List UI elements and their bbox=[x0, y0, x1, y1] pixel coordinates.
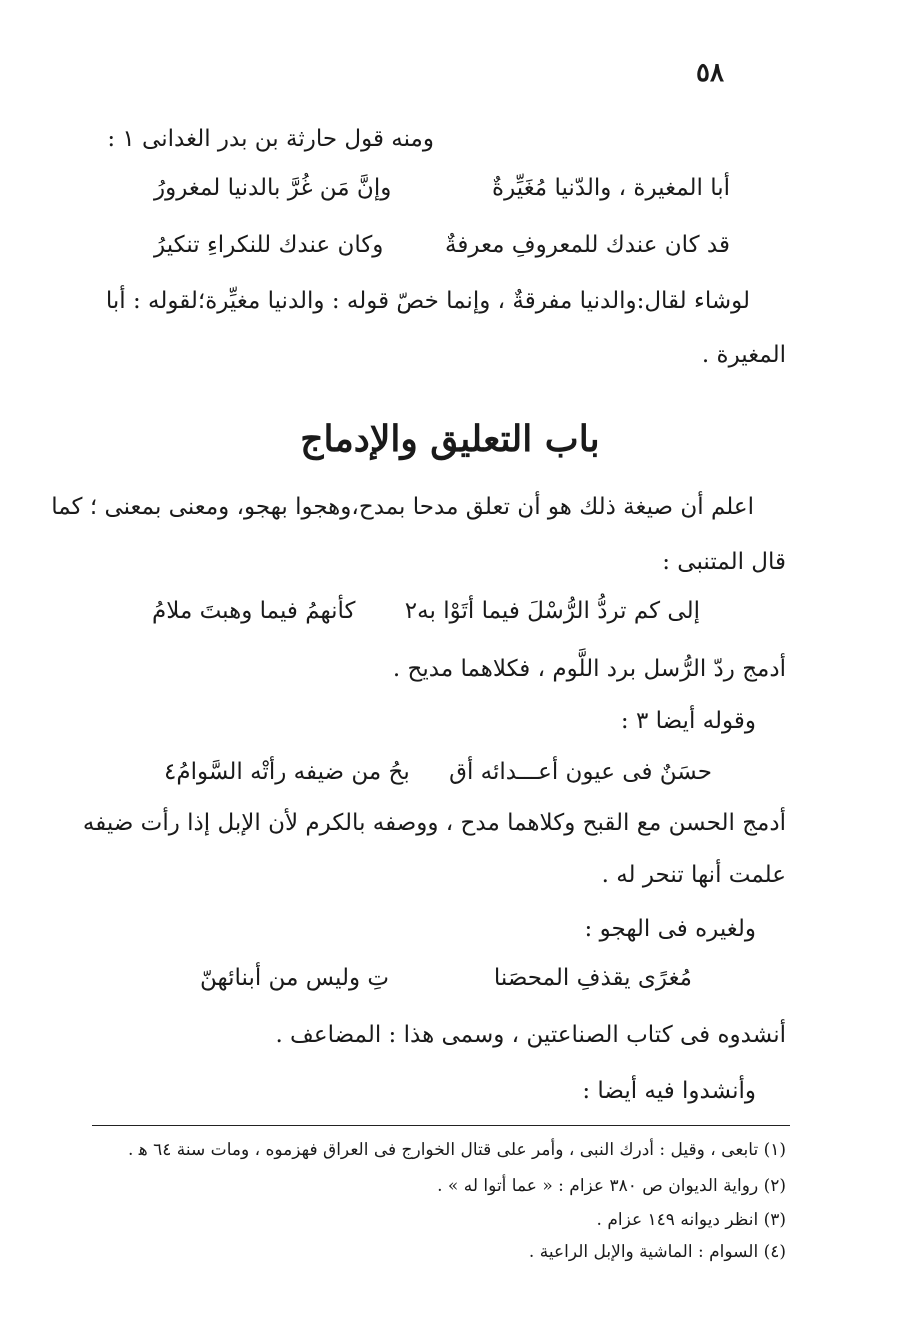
commentary-line: لوشاء لقال:والدنيا مفرقةٌ ، وإنما خصّ قوله : والدنيا مغيِّرة؛لقوله : أبا bbox=[105, 288, 750, 314]
verse-5-second-hemistich: تِ وليس من أبنائهنّ bbox=[200, 965, 390, 991]
verse-4-first-hemistich: حسَنٌ فى عيون أعـــدائه أق bbox=[449, 759, 712, 785]
paragraph-line: وأنشدوا فيه أيضا : bbox=[582, 1078, 756, 1104]
commentary-line-end: المغيرة . bbox=[701, 342, 786, 368]
verse-3-second-hemistich: كأنهمُ فيما وهبتَ ملامُ bbox=[152, 598, 356, 624]
footnote-4: (٤) السوام : الماشية والإبل الراعية . bbox=[528, 1242, 786, 1262]
paragraph-line: وقوله أيضا ٣ : bbox=[620, 708, 756, 734]
verse-4-second-hemistich: بحُ من ضيفه رأتْه السَّوامُ٤ bbox=[164, 759, 410, 785]
verse-1-second-hemistich: وإنَّ مَن غُرَّ بالدنيا لمغرورُ bbox=[154, 175, 392, 201]
footnote-divider bbox=[92, 1125, 790, 1126]
verse-3-first-hemistich: إلى كم تردُّ الرُّسْلَ فيما أتَوْا به٢ bbox=[404, 598, 700, 624]
footnote-3: (٣) انظر ديوانه ١٤٩ عزام . bbox=[596, 1210, 786, 1230]
paragraph-line: أدمج الحسن مع القبح وكلاهما مدح ، ووصفه بالكرم لأن الإبل إذا رأت ضيفه bbox=[82, 810, 786, 836]
paragraph-line: ولغيره فى الهجو : bbox=[584, 916, 756, 942]
intro-line: ومنه قول حارثة بن بدر الغدانى ١ : bbox=[107, 126, 434, 152]
footnote-1: (١) تابعى ، وقيل : أدرك النبى ، وأمر على قتال الخوارج فى العراق فهزموه ، ومات سنة ٦٤ ﻫ . bbox=[127, 1140, 786, 1160]
verse-1-first-hemistich: أبا المغيرة ، والدّنيا مُغَيِّرةٌ bbox=[492, 175, 730, 201]
paragraph-line: قال المتنبى : bbox=[662, 549, 786, 575]
page-number: ٥٨ bbox=[696, 58, 724, 88]
verse-5-first-hemistich: مُغرًى يقذفِ المحصَنا bbox=[493, 965, 692, 991]
paragraph-line: أدمج ردّ الرُّسل برد اللَّوم ، فكلاهما مديح . bbox=[392, 656, 786, 682]
paragraph-line: أنشدوه فى كتاب الصناعتين ، وسمى هذا : المضاعف . bbox=[275, 1022, 786, 1048]
paragraph-line: اعلم أن صيغة ذلك هو أن تعلق مدحا بمدح،وهجوا بهجو، ومعنى بمعنى ؛ كما bbox=[51, 494, 754, 520]
paragraph-line: علمت أنها تنحر له . bbox=[601, 862, 786, 888]
verse-2-first-hemistich: قد كان عندك للمعروفِ معرفةٌ bbox=[445, 232, 730, 258]
verse-2-second-hemistich: وكان عندك للنكراءِ تنكيرُ bbox=[154, 232, 384, 258]
section-title: باب التعليق والإدماج bbox=[300, 418, 600, 460]
footnote-2: (٢) رواية الديوان ص ٣٨٠ عزام : « عما أتوا له » . bbox=[437, 1176, 786, 1196]
